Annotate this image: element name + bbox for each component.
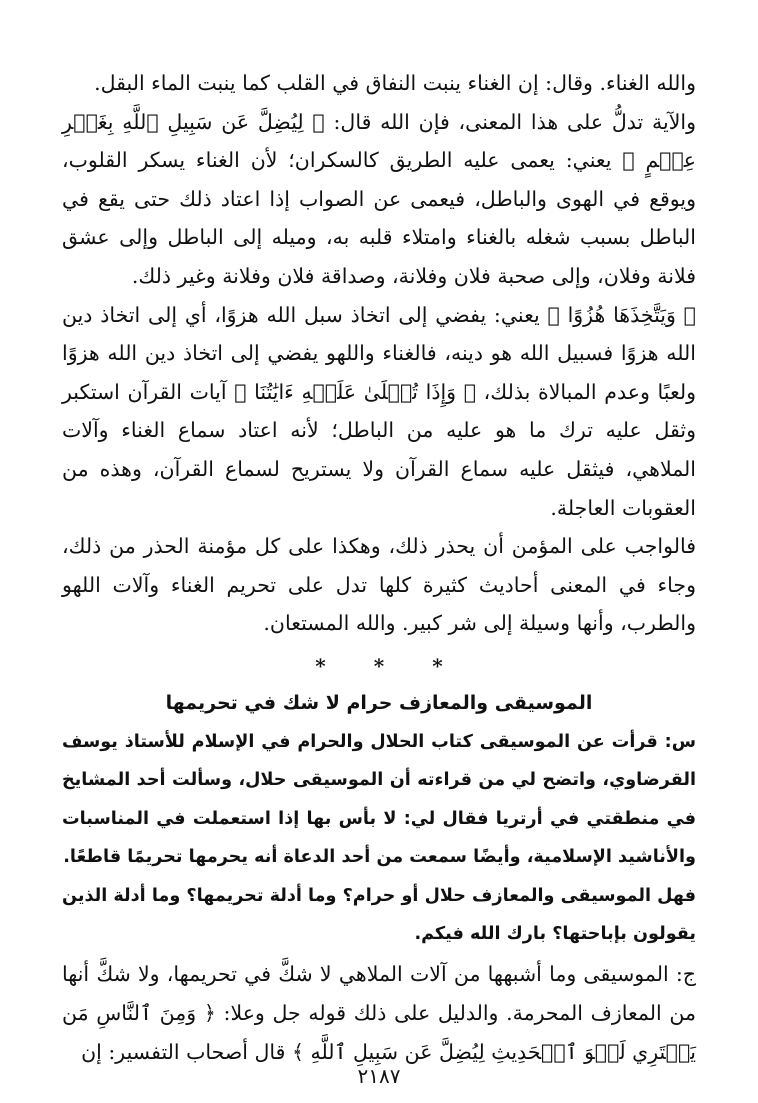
section-title: الموسيقى والمعازف حرام لا شك في تحريمها [165,691,593,714]
answer-paragraph: ج: الموسيقى وما أشبهها من آلات الملاهي لا شكَّ في تحريمها، ولا شكَّ أنها من المعازف المحرمة. والدليل على ذلك قوله جل وعلا: ﴿ وَمِنَ ٱلنَّاسِ مَن يَشۡتَرِي لَهۡوَ ٱلۡحَدِيثِ لِيُضِلَّ عَن سَبِيلِ ٱللَّهِ ﴾ قال أصحاب التفسير: إن [62,962,696,1064]
paragraph-1: والله الغناء. وقال: إن الغناء ينبت النفاق في القلب كما ينبت الماء البقل. [94,71,696,95]
separator-star: * [432,653,443,678]
paragraph-3: ﴿ وَيَتَّخِذَهَا هُزُوًا ﴾ يعني: يفضي إلى اتخاذ سبل الله هزوًا، أي إلى اتخاذ دين الله هزوًا فسبيل الله هو دينه، فالغناء واللهو يفضي إلى اتخاذ دين الله هزوًا ولعبًا وعدم المبالاة بذلك، ﴿ وَإِذَا تُتۡلَىٰ عَلَيۡهِ ءَايَٰتُنَا ﴾ آيات القرآن استكبر وثقل عليه ترك ما هو عليه من الباطل؛ لأنه اعتاد سماع الغناء وآلات الملاهي، فيثقل عليه سماع القرآن ولا يستريح لسماع القرآن، وهذه من العقوبات العاجلة. [62,302,696,520]
paragraph-2: والآية تدلُّ على هذا المعنى، فإن الله قال: ﴿ لِيُضِلَّ عَن سَبِيلِ ٱللَّهِ بِغَيۡرِ عِلۡمٍ ﴾ يعني: يعمى عليه الطريق كالسكران؛ لأن الغناء يسكر القلوب، ويوقع في الهوى والباطل، فيعمى عن الصواب إذا اعتاد ذلك حتى يقع في الباطل بسبب شغله بالغناء وامتلاء قلبه به، وميله إلى الباطل وإلى عشق فلانة وفلان، وإلى صحبة فلان وفلانة، وصداقة فلان وفلانة وغير ذلك. [62,109,696,288]
separator-star: * [373,653,385,678]
question-paragraph-2: فهل الموسيقى والمعازف حلال أو حرام؟ وما أدلة تحريمها؟ وما أدلة الذين يقولون بإباحتها؟ بارك الله فيكم. [62,885,696,944]
page-body [62,64,696,1071]
section-separator [62,653,696,679]
paragraph-4: فالواجب على المؤمن أن يحذر ذلك، وهكذا على كل مؤمنة الحذر من ذلك، وجاء في المعنى أحاديث كثيرة كلها تدل على تحريم الغناء وآلات اللهو والطرب، وأنها وسيلة إلى شر كبير. والله المستعان. [62,534,696,636]
question-paragraph-1: س: قرأت عن الموسيقى كتاب الحلال والحرام في الإسلام للأستاذ يوسف القرضاوي، واتضح لي من قراءته أن الموسيقى حلال، وسألت أحد المشايخ في منطقتي في أرتريا فقال لي: لا بأس بها إذا استعملت في المناسبات والأناشيد الإسلامية، وأيضًا سمعت من أحد الدعاة أنه يحرمها تحريمًا قاطعًا. [62,731,696,868]
page-number: ٢١٨٧ [357,1064,401,1088]
separator-star: * [315,653,326,678]
